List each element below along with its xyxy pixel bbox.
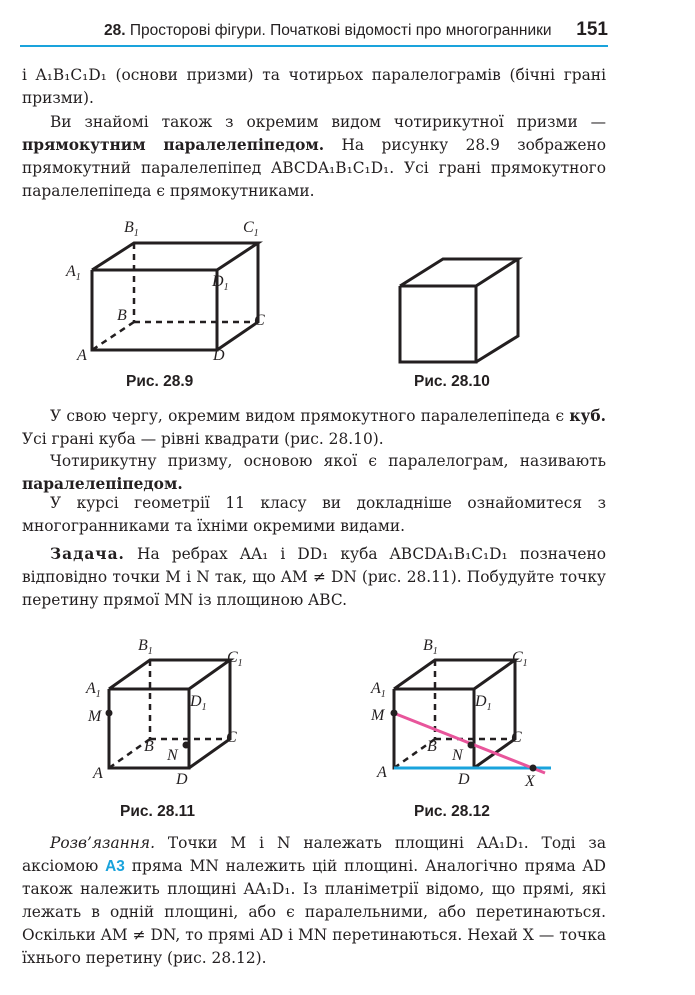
paragraph-4: Чотирикутну призму, основою якої є паралелограм, називають паралелепіпедом.: [22, 452, 606, 493]
header-rule: [20, 45, 608, 47]
solution-paragraph: Розв’язання. Точки M і N належать площині AA₁D₁. Тоді за аксіомою А3 пряма MN належить цій площині. Аналогічно пряма AD також належить площині AA₁D₁. Із планіметрії відомо, що прямі, які лежать в одній площині, або є паралельними, або перетинаються. Оскільки AM ≠ DN, то прямі AD і MN перетинаються. Нехай X — точка їхнього перетину (рис. 28.12).: [22, 834, 606, 967]
svg-text:C1: $C_1$: [243, 219, 259, 239]
svg-text:D1: $D_1$: [190, 693, 207, 713]
svg-text:C: C: [254, 312, 265, 329]
figure-28-11: [80, 630, 260, 790]
svg-text:B: B: [144, 738, 154, 755]
caption-28-12: Рис. 28.12: [414, 803, 490, 820]
svg-text:B1: $B_1$: [124, 219, 139, 239]
task-paragraph: Задача. На ребрах AA₁ і DD₁ куба ABCDA₁B₁C₁D₁ позначено відповідно точки M і N так, що AM ≠ DN (рис. 28.11). Побудуйте точку перетину прямої MN із площиною ABC.: [22, 545, 606, 609]
svg-text:D1: $D_1$: [475, 693, 492, 713]
svg-text:X: X: [525, 773, 535, 790]
svg-text:A: A: [93, 765, 103, 782]
svg-text:B1: $B_1$: [423, 637, 438, 657]
svg-text:A1: $A_1$: [86, 680, 101, 700]
figure-28-12: [365, 630, 565, 795]
svg-text:A: A: [77, 347, 87, 364]
svg-text:A1: $A_1$: [371, 680, 386, 700]
svg-text:D1: $D_1$: [212, 273, 229, 293]
figure-28-9: [60, 214, 290, 374]
svg-text:B: B: [117, 307, 127, 324]
caption-28-9: Рис. 28.9: [126, 373, 194, 390]
paragraph-1: і A₁B₁C₁D₁ (основи призми) та чотирьох паралелограмів (бічні грані призми).: [22, 66, 606, 107]
axiom-link[interactable]: А3: [105, 858, 125, 875]
page-number: 151: [576, 19, 608, 40]
svg-text:M: M: [88, 708, 102, 725]
svg-text:M: M: [371, 707, 385, 724]
svg-text:B: B: [427, 738, 437, 755]
svg-text:N: N: [167, 747, 178, 764]
svg-text:C1: $C_1$: [227, 649, 243, 669]
svg-text:C1: $C_1$: [512, 649, 528, 669]
svg-text:B1: $B_1$: [138, 637, 153, 657]
svg-text:C: C: [511, 729, 522, 746]
svg-text:A: A: [377, 764, 387, 781]
paragraph-3: У свою чергу, окремим видом прямокутного паралелепіпеда є куб. Усі грані куба — рівні квадрати (рис. 28.10).: [22, 407, 606, 448]
svg-text:N: N: [452, 747, 463, 764]
page-header: [20, 10, 608, 46]
svg-text:D: D: [213, 347, 225, 364]
paragraph-2: Ви знайомі також з окремим видом чотирикутної призми — прямокутним паралелепіпедом. На рисунку 28.9 зображено прямокутний паралелепіпед ABCDA₁B₁C₁D₁. Усі грані прямокутного паралелепіпеда є прямокутниками.: [22, 113, 606, 200]
caption-28-11: Рис. 28.11: [120, 803, 196, 820]
figure-28-10: [390, 250, 540, 370]
svg-text:A1: $A_1$: [66, 263, 81, 283]
svg-text:D: D: [176, 771, 188, 788]
chapter-title: 28. Просторові фігури. Початкові відомості про многогранники: [104, 22, 552, 39]
paragraph-5: У курсі геометрії 11 класу ви докладніше ознайомитеся з многогранниками та їхніми окремими видами.: [22, 494, 606, 535]
caption-28-10: Рис. 28.10: [414, 373, 490, 390]
svg-text:D: D: [458, 771, 470, 788]
svg-text:C: C: [226, 729, 237, 746]
